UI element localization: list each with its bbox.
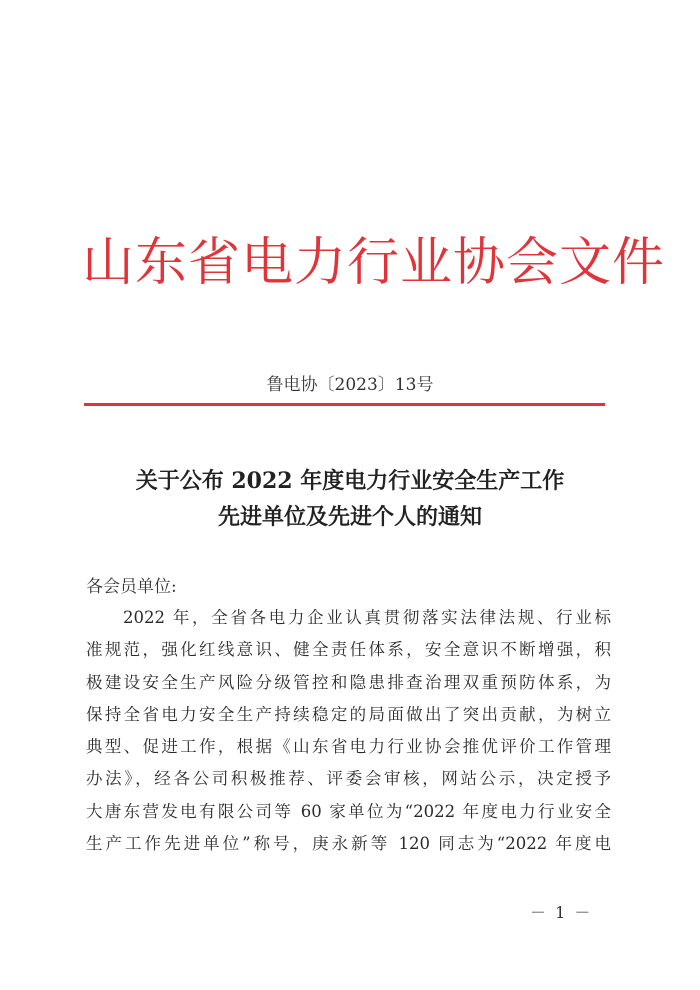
body-line: 大唐东营发电有限公司等 60 家单位为“2022 年度电力行业安全 xyxy=(86,801,611,821)
body-line: 生产工作先进单位”称号，庚永新等 120 同志为“2022 年度电 xyxy=(86,834,611,854)
page-number: － 1 － xyxy=(530,903,593,922)
body-line: 2022 年，全省各电力企业认真贯彻落实法律法规、行业标 xyxy=(123,608,611,627)
body-line: 典型、促进工作，根据《山东省电力行业协会推优评价工作管理 xyxy=(86,737,611,757)
notice-title-line-2: 先进单位及先进个人的通知 xyxy=(217,504,482,530)
document-header-title: 山东省电力行业协会文件 xyxy=(82,233,666,293)
body-line: 保持全省电力安全生产持续稳定的局面做出了突出贡献，为树立 xyxy=(86,704,611,724)
document-number: 鲁电协〔2023〕13号 xyxy=(266,375,434,395)
body-paragraph xyxy=(86,602,611,860)
notice-title-line-1: 关于公布 2022 年度电力行业安全生产工作 xyxy=(135,468,565,494)
body-line: 极建设安全生产风险分级管控和隐患排查治理双重预防体系，为 xyxy=(86,672,611,692)
red-divider-line xyxy=(84,403,605,406)
notice-title xyxy=(70,463,630,535)
salutation: 各会员单位: xyxy=(86,577,177,597)
body-line: 办法》，经各公司积极推荐、评委会审核，网站公示，决定授予 xyxy=(86,769,611,789)
body-line: 准规范，强化红线意识、健全责任体系，安全意识不断增强，积 xyxy=(86,640,611,660)
